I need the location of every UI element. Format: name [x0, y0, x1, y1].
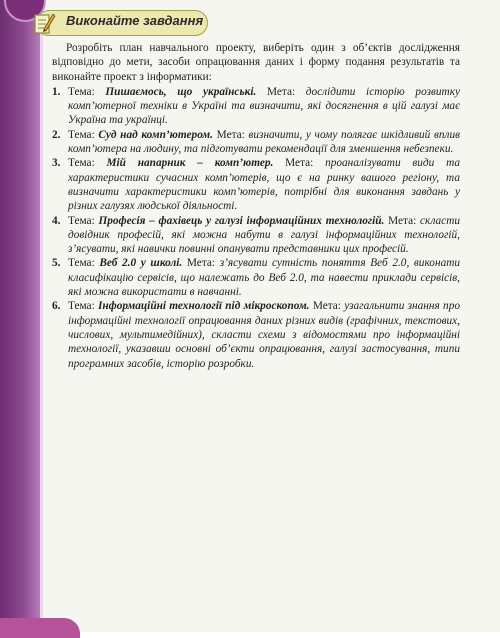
- task-goal-text: скласти довідник професій, які можна набути в галузі інформаційних технологій, з’ясувати, які навички повинні опанувати представники цих професій.: [68, 214, 460, 256]
- list-item: [52, 299, 460, 370]
- list-item: [52, 214, 460, 257]
- task-goal-label: Мета:: [312, 300, 341, 313]
- task-theme-lead: Тема:: [68, 157, 95, 170]
- left-margin-edge: [40, 0, 43, 632]
- task-number: 1.: [52, 85, 61, 98]
- task-theme-title: Професія – фахівець у галузі інформаційних технологій.: [98, 214, 385, 227]
- task-content: [52, 41, 460, 371]
- list-item: [52, 256, 460, 299]
- task-number: 3.: [52, 157, 61, 170]
- task-goal-text: дослідити історію розвитку комп’ютерної техніки в Україні та визначити, які досягнення в цій галузі має Україна та українці.: [68, 85, 460, 127]
- task-theme-title: Пишаємось, що українські.: [105, 85, 257, 98]
- task-goal-text: проаналізувати види та характеристики сучасних комп’ютерів, що є на ринку вашого регіону, та визначити характеристики комп’ютерів, потрібні для виконання завдань у різних галузях людської діяльності.: [68, 157, 461, 213]
- intro-paragraph: Розробіть план навчального проекту, виберіть один з об’єктів дослідження відповідно до мети, засоби опрацювання даних і форму подання результатів та виконайте проект з інформатики:: [52, 42, 460, 83]
- task-theme-lead: Тема:: [68, 257, 95, 270]
- task-goal-label: Мета:: [186, 257, 216, 270]
- task-header-title: Виконайте завдання: [66, 13, 204, 28]
- task-theme-lead: Тема:: [68, 128, 95, 141]
- task-theme-lead: Тема:: [68, 214, 95, 227]
- task-theme-title: Веб 2.0 у школі.: [99, 257, 183, 270]
- task-list: [52, 85, 460, 371]
- task-number: 2.: [52, 128, 61, 141]
- page-corner-tab: [0, 618, 80, 638]
- task-goal-text: узагальнити знання про інформаційні технології опрацювання даних різних видів (графічних, текстових, числових, мультимедійних), скласти схеми з відомостями про інформаційні технології, указавши основні об’єкти опрацювання, галузі застосування, типи програмних засобів, історію розробки.: [68, 300, 460, 370]
- task-goal-label: Мета:: [266, 85, 296, 98]
- task-number: 4.: [52, 214, 61, 227]
- task-theme-title: Суд над комп’ютером.: [98, 128, 213, 141]
- task-goal-label: Мета:: [285, 157, 314, 170]
- task-theme-lead: Тема:: [68, 85, 95, 98]
- left-margin-band: [0, 0, 40, 632]
- task-number: 6.: [52, 300, 61, 313]
- task-goal-text: визначити, у чому полягає шкідливий вплив комп’ютера на людину, та підготувати рекомендації для зменшення небезпеки.: [68, 128, 461, 156]
- task-goal-label: Мета:: [388, 214, 417, 227]
- task-goal-text: з’ясувати сутність поняття Веб 2.0, виконати класифікацію сервісів, що належать до Веб 2.0, та навести приклади сервісів, які можна використати в навчанні.: [68, 257, 461, 299]
- list-item: [52, 156, 460, 213]
- task-theme-title: Мій напарник – комп’ютер.: [106, 157, 274, 170]
- list-item: [52, 85, 460, 128]
- task-number: 5.: [52, 257, 61, 270]
- list-item: [52, 128, 460, 157]
- task-theme-title: Інформаційні технології під мікроскопом.: [98, 300, 310, 313]
- pencil-checklist-icon: [32, 10, 56, 36]
- task-theme-lead: Тема:: [68, 300, 95, 313]
- task-goal-label: Мета:: [216, 128, 245, 141]
